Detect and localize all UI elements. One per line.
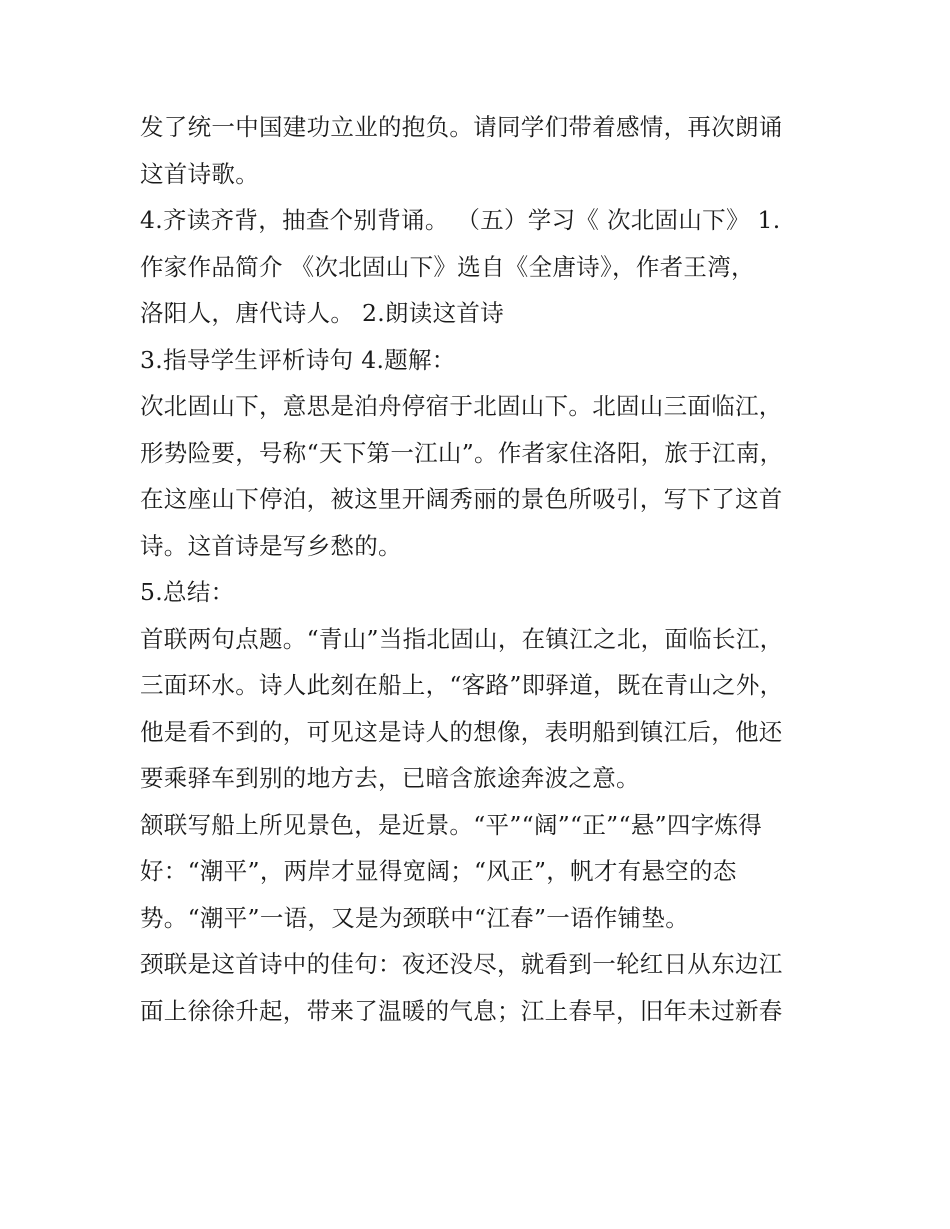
text-line-8: 形势险要，号称“天下第一江山”。作者家住洛阳，旅于江南， bbox=[140, 438, 784, 467]
text-line-10: 诗。这首诗是写乡愁的。 bbox=[140, 531, 402, 560]
text-line-19: 颈联是这首诗中的佳句：夜还没尽，就看到一轮红日从东边江 bbox=[140, 950, 783, 978]
text-line-2: 这首诗歌。 bbox=[140, 159, 259, 188]
text-line-11: 5.总结： bbox=[140, 578, 235, 606]
text-line-7: 次北固山下，意思是泊舟停宿于北固山下。北固山三面临江， bbox=[140, 392, 783, 420]
text-line-6: 3.指导学生评析诗句 4.题解： bbox=[140, 345, 456, 374]
text-line-13: 三面环水。诗人此刻在船上，“客路”即驿道，既在青山之外， bbox=[140, 671, 784, 699]
text-line-16: 颔联写船上所见景色，是近景。“平”“阔”“正”“悬”四字炼得 bbox=[140, 810, 763, 839]
text-line-12: 首联两句点题。“青山”当指北固山，在镇江之北，面临长江， bbox=[140, 624, 784, 653]
text-line-5: 洛阳人，唐代诗人。 2.朗读这首诗 bbox=[140, 299, 504, 327]
text-line-1: 发了统一中国建功立业的抱负。请同学们带着感情，再次朗诵 bbox=[140, 113, 783, 141]
text-line-14: 他是看不到的，可见这是诗人的想像，表明船到镇江后，他还 bbox=[140, 717, 783, 746]
text-line-17: 好：“潮平”，两岸才显得宽阔；“风正”，帆才有悬空的态 bbox=[140, 857, 737, 885]
text-line-3: 4.齐读齐背，抽查个别背诵。 （五）学习《 次北固山下》 1. bbox=[140, 206, 781, 234]
text-line-20: 面上徐徐升起，带来了温暖的气息；江上春早，旧年未过新春 bbox=[140, 996, 783, 1025]
text-line-4: 作家作品简介 《次北固山下》选自《全唐诗》，作者王湾， bbox=[140, 252, 755, 281]
text-line-15: 要乘驿车到别的地方去，已暗含旅途奔波之意。 bbox=[140, 764, 640, 792]
document-body bbox=[140, 104, 830, 1034]
text-line-9: 在这座山下停泊，被这里开阔秀丽的景色所吸引，写下了这首 bbox=[140, 485, 783, 513]
text-line-18: 势。“潮平”一语，又是为颈联中“江春”一语作铺垫。 bbox=[140, 903, 690, 932]
